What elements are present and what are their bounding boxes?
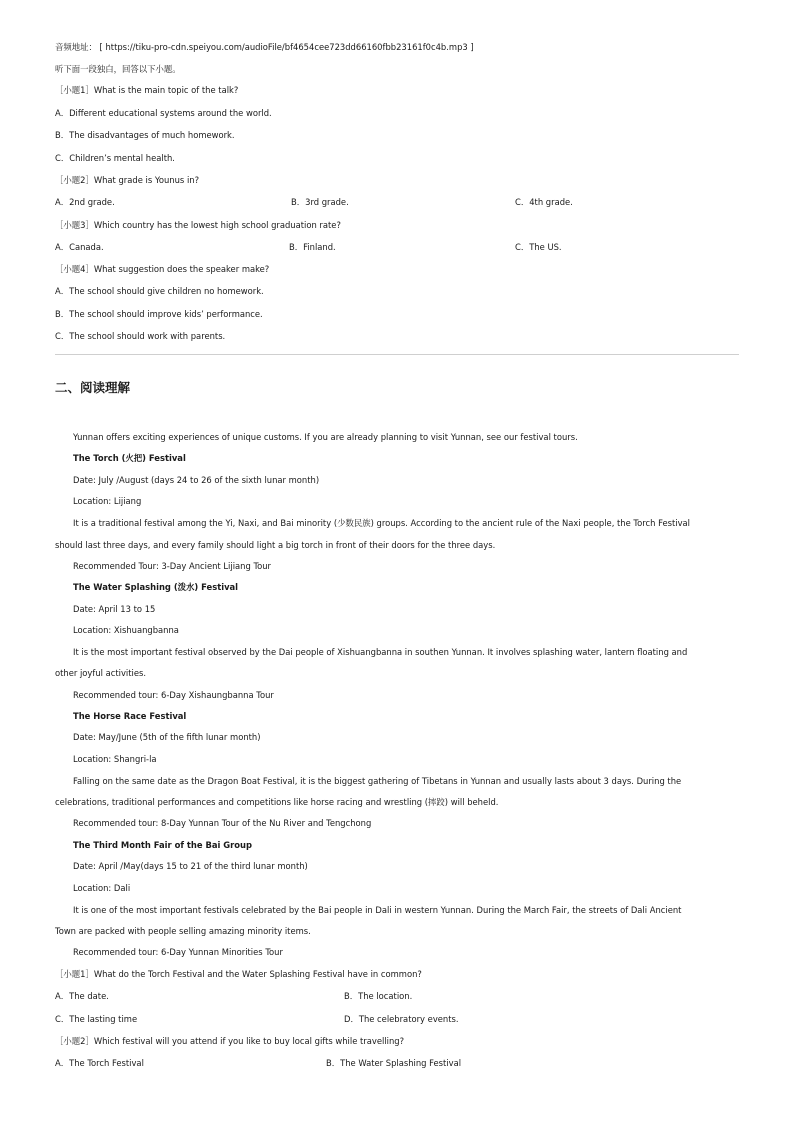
listening-q1-option-c: C．Children’s mental health. [55, 153, 175, 163]
water-tour: Recommended tour: 6-Day Xishaungbanna Tour [73, 690, 274, 700]
section-title: 二、阅读理解 [55, 380, 131, 395]
horse-paragraph-line1: Falling on the same date as the Dragon Boat Festival, it is the biggest gathering of Tibetans in Yunnan and usually lasts about 3 days. During the [73, 776, 682, 786]
listening-q1-stem: ［小题1］What is the main topic of the talk? [55, 85, 239, 95]
horse-date: Date: May/June (5th of the fifth lunar month) [73, 732, 261, 742]
reading-q2-option-a: A．The Torch Festival [55, 1058, 144, 1068]
torch-date: Date: July /August (days 24 to 26 of the sixth lunar month) [73, 475, 320, 485]
bai-date: Date: April /May(days 15 to 21 of the third lunar month) [73, 861, 308, 871]
listening-q2-option-a: A．2nd grade. [55, 197, 115, 207]
passage-intro: Yunnan offers exciting experiences of unique customs. If you are already planning to visit Yunnan, see our festival tours. [73, 432, 578, 442]
listening-q4-option-a: A．The school should give children no homework. [55, 286, 264, 296]
bai-paragraph-line2: Town are packed with people selling amazing minority items. [55, 926, 311, 936]
reading-q1-stem: ［小题1］What do the Torch Festival and the Water Splashing Festival have in common? [55, 969, 422, 979]
listening-q4-stem: ［小题4］What suggestion does the speaker make? [55, 264, 270, 274]
reading-q1-option-a: A．The date. [55, 991, 109, 1001]
torch-title: The Torch (火把) Festival [73, 453, 186, 463]
horse-title: The Horse Race Festival [73, 711, 187, 721]
audio-prefix: 音频地址： [55, 42, 97, 52]
water-title: The Water Splashing (泼水) Festival [73, 582, 239, 592]
horse-location: Location: Shangri-la [73, 754, 157, 764]
listening-q2-option-c: C．4th grade. [515, 197, 573, 207]
water-location: Location: Xishuangbanna [73, 625, 179, 635]
torch-location: Location: Lijiang [73, 496, 142, 506]
listening-q2-stem: ［小题2］What grade is Younus in? [55, 175, 200, 185]
reading-q1-option-c: C．The lasting time [55, 1014, 138, 1024]
bai-paragraph-line1: It is one of the most important festivals celebrated by the Bai people in Dali in western Yunnan. During the March Fair, the streets of Dali Ancient [73, 905, 682, 915]
listening-q3-option-b: B．Finland. [289, 242, 336, 252]
reading-q2-stem: ［小题2］Which festival will you attend if you like to buy local gifts while travelling? [55, 1036, 405, 1046]
listening-q3-option-c: C．The US. [515, 242, 562, 252]
listening-instruction: 听下面一段独白，回答以下小题。 [55, 64, 181, 74]
reading-q1-option-d: D．The celebratory events. [344, 1014, 459, 1024]
horse-paragraph-line2: celebrations, traditional performances and competitions like horse racing and wrestling (摔跤) will beheld. [55, 797, 499, 807]
horse-tour: Recommended tour: 8-Day Yunnan Tour of the Nu River and Tengchong [73, 818, 372, 828]
torch-tour: Recommended Tour: 3-Day Ancient Lijiang Tour [73, 561, 272, 571]
bai-location: Location: Dali [73, 883, 131, 893]
audio-line [55, 42, 474, 53]
audio-url[interactable]: [ https://tiku-pro-cdn.speiyou.com/audioFile/bf4654cee723dd66160fbb23161f0c4b.mp3 ] [99, 42, 474, 52]
water-paragraph-line1: It is the most important festival observed by the Dai people of Xishuangbanna in southen Yunnan. It involves splashing water, lantern floating and [73, 647, 688, 657]
listening-q2-option-b: B．3rd grade. [291, 197, 349, 207]
water-date: Date: April 13 to 15 [73, 604, 156, 614]
listening-q4-option-b: B．The school should improve kids’ performance. [55, 309, 263, 319]
listening-q3-stem: ［小题3］Which country has the lowest high school graduation rate? [55, 220, 341, 230]
listening-q1-option-b: B．The disadvantages of much homework. [55, 130, 235, 140]
listening-q1-option-a: A．Different educational systems around the world. [55, 108, 272, 118]
water-paragraph-line2: other joyful activities. [55, 668, 147, 678]
torch-paragraph-line2: should last three days, and every family should light a big torch in front of their doors for the three days. [55, 540, 496, 550]
bai-title: The Third Month Fair of the Bai Group [73, 840, 252, 850]
reading-q2-option-b: B．The Water Splashing Festival [326, 1058, 462, 1068]
reading-q1-option-b: B．The location. [344, 991, 413, 1001]
listening-q3-option-a: A．Canada. [55, 242, 104, 252]
torch-paragraph-line1: It is a traditional festival among the Yi, Naxi, and Bai minority (少数民族) groups. According to the ancient rule of the Naxi people, the Torch Festival [73, 518, 690, 528]
listening-q4-option-c: C．The school should work with parents. [55, 331, 226, 341]
bai-tour: Recommended tour: 6-Day Yunnan Minorities Tour [73, 947, 283, 957]
section-divider [55, 354, 739, 355]
